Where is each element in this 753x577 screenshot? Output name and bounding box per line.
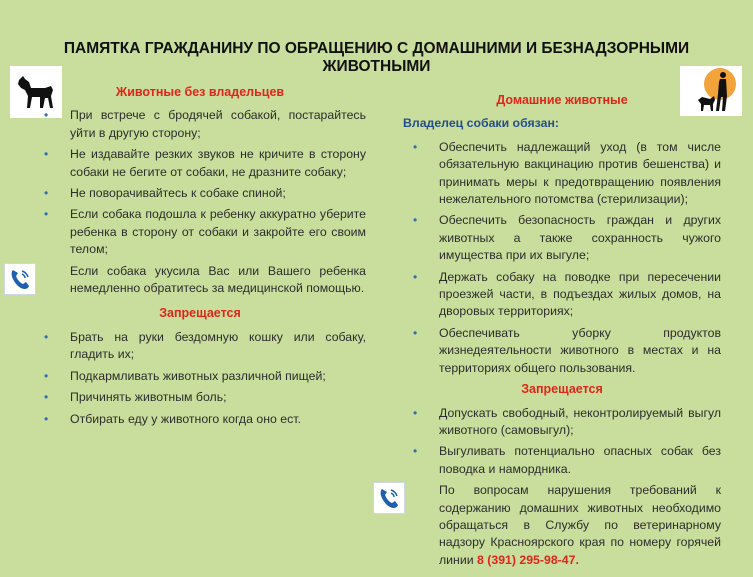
forbidden-heading-left: Запрещается <box>159 306 241 321</box>
list-item: • Если собака подошла к ребенку аккуратно уберите ребенка в сторону от собаки и закройте его своим телом; <box>44 207 366 257</box>
list-item: • Не издавайте резких звуков не кричите в сторону собаки не бегите от собаки, не дразните собаку; <box>44 147 366 179</box>
forbidden-list-left <box>34 329 366 428</box>
list-item: • Отбирать еду у животного когда оно ест. <box>34 411 366 428</box>
bullet-icon: • <box>44 368 49 383</box>
stray-animals-heading: Животные без владельцев <box>115 85 285 99</box>
hotline-info: По вопросам нарушения требований к содержанию домашних животных необходимо обращаться в Службу по ветеринарному надзору Красноярского края по номеру горячей линии 8 (391) 295-98-47. <box>403 482 721 569</box>
phone-icon <box>4 263 36 295</box>
stray-animals-column <box>34 84 366 432</box>
bullet-icon: • <box>44 108 49 123</box>
list-item: • Обеспечивать уборку продуктов жизнедеятельности животного в местах и на территориях общего пользования. <box>413 325 721 375</box>
bullet-icon: • <box>413 269 418 284</box>
phone-icon <box>373 482 405 514</box>
bullet-icon: • <box>44 186 49 201</box>
bullet-icon: • <box>413 139 418 154</box>
bullet-icon: • <box>44 147 49 162</box>
forbidden-heading-right: Запрещается <box>521 382 603 397</box>
owner-duties-list <box>403 139 721 377</box>
list-item: • Обеспечить надлежащий уход (в том числе обязательную вакцинацию против бешенства) и принимать меры к предотвращению появления нежелательного потомства (стерилизации); <box>413 139 721 207</box>
list-item: • Допускать свободный, неконтролируемый выгул животного (самовыгул); <box>413 405 721 437</box>
list-item: • Выгуливать потенциально опасных собак без поводка и намордника. <box>413 444 721 476</box>
bullet-icon: • <box>44 207 49 222</box>
list-item: • Держать собаку на поводке при пересечении проезжей части, в подъездах жилых домов, на дворовых территориях; <box>413 269 721 319</box>
bullet-icon: • <box>44 411 49 426</box>
forbidden-list-right <box>403 405 721 479</box>
hotline-number: 8 (391) 295-98-47. <box>477 552 579 567</box>
list-item: • Не поворачивайтесь к собаке спиной; <box>34 185 366 202</box>
list-item: • Обеспечить безопасность граждан и других животных а также сохранность чужого имущества при их выгуле; <box>413 213 721 263</box>
list-item: • Брать на руки бездомную кошку или собаку, гладить их; <box>44 329 366 362</box>
bite-advice: Если собака укусила Вас или Вашего ребенка немедленно обратитесь за медицинской помощью. <box>34 263 366 298</box>
list-item: • При встрече с бродячей собакой, постарайтесь уйти в другую сторону; <box>44 108 366 140</box>
pets-heading: Домашние животные <box>496 93 628 107</box>
bullet-icon: • <box>44 390 49 405</box>
list-item: • Причинять животным боль; <box>34 389 366 406</box>
page-title: ПАМЯТКА ГРАЖДАНИНУ ПО ОБРАЩЕНИЮ С ДОМАШНИМИ И БЕЗНАДЗОРНЫМИ ЖИВОТНЫМИ <box>63 40 690 75</box>
bullet-icon: • <box>413 213 418 228</box>
bullet-icon: • <box>413 444 418 459</box>
pets-column <box>403 92 721 577</box>
bullet-icon: • <box>413 325 418 340</box>
bullet-icon: • <box>413 405 418 420</box>
list-item: • Подкармливать животных различной пищей; <box>34 368 366 385</box>
stray-animals-list <box>34 107 366 258</box>
owner-duties-subheading: Владелец собаки обязан: <box>403 116 559 131</box>
bullet-icon: • <box>44 329 49 344</box>
